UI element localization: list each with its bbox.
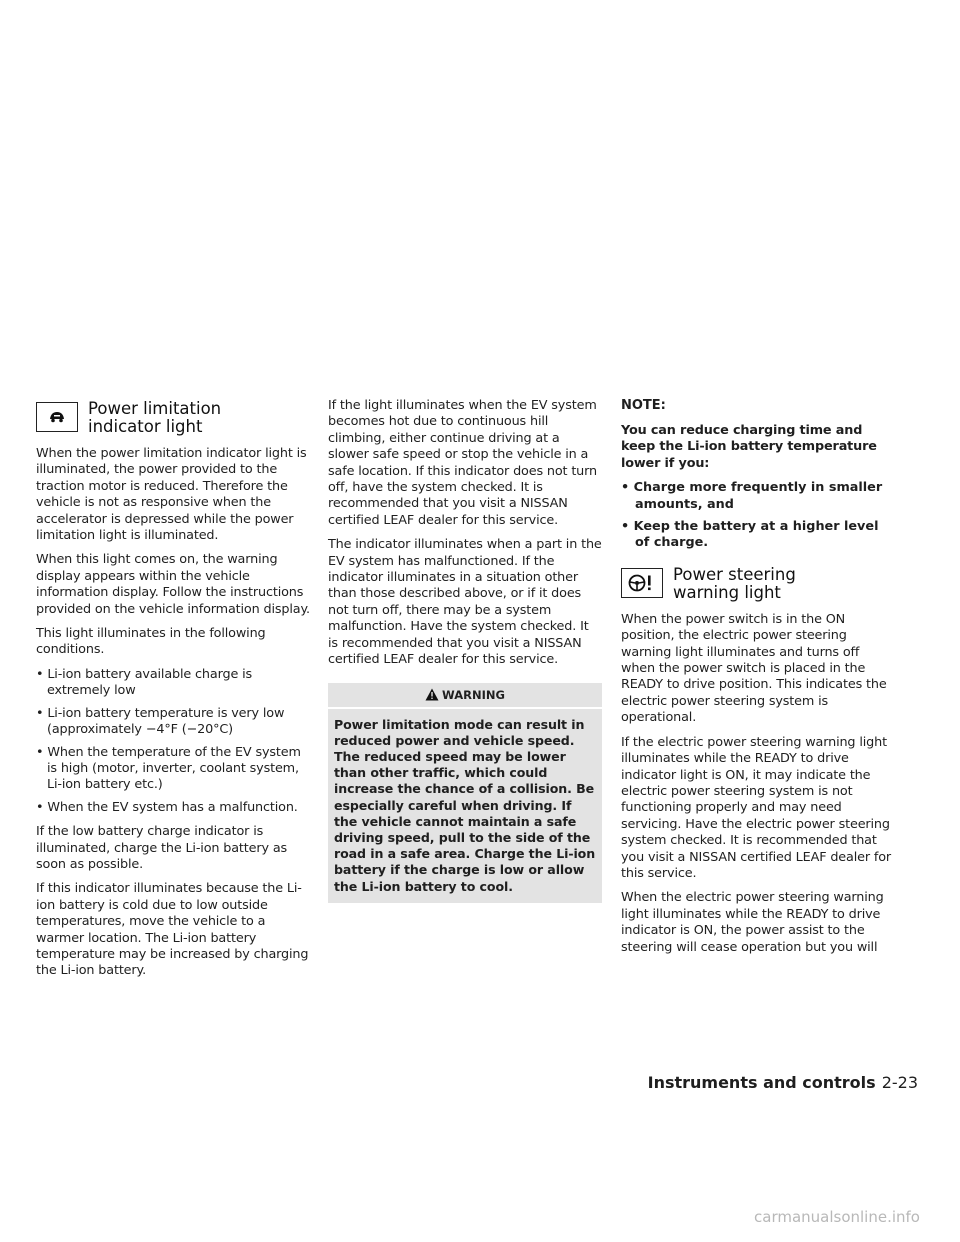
paragraph: If the low battery charge indicator is illuminated, charge the Li-ion battery as soon as possible.	[36, 824, 288, 872]
paragraph: When the power limitation indicator light is illuminated, the power provided to the traction motor is reduced. Therefore the vehicle is not as responsive when the accelerator is depressed while the power limitation light is illuminated.	[36, 446, 307, 544]
note-list	[621, 480, 895, 552]
paragraph: The indicator illuminates when a part in the EV system has malfunctioned. If the indicator illuminates in a situation other than those described above, or if it does not turn off, there may be a system malfunction. Have the system checked. It is recommended that you visit a NISSAN certified LEAF dealer for this service.	[328, 537, 602, 668]
note-title: NOTE:	[621, 398, 666, 413]
warning-box	[328, 683, 602, 903]
power-limitation-heading	[36, 400, 310, 436]
list-item: • When the temperature of the EV system is high (motor, inverter, coolant system, Li-ion battery etc.)	[36, 745, 310, 794]
paragraph: When the electric power steering warning light illuminates while the READY to drive indicator is ON, the power assist to the steering will cease operation but you will	[621, 890, 884, 955]
footer-section-title: Instruments and controls	[647, 1073, 876, 1092]
paragraph: If the light illuminates when the EV system becomes hot due to continuous hill climbing, either continue driving at a slower safe speed or stop the vehicle in a safe location. If this indicator does not turn off, have the system checked. It is recommended that you visit a NISSAN certified LEAF dealer for this service.	[328, 398, 597, 528]
steering-warning-icon	[621, 568, 663, 598]
power-steering-heading	[621, 566, 895, 602]
paragraph: If this indicator illuminates because the Li-ion battery is cold due to low outside temperatures, move the vehicle to a warmer location. The Li-ion battery temperature may be increased by charging the Li-ion battery.	[36, 881, 309, 979]
section-title: Power limitation indicator light	[88, 399, 222, 436]
note-body: You can reduce charging time and keep the Li-ion battery temperature lower if you:	[621, 423, 877, 471]
page-number: 2-23	[881, 1073, 918, 1092]
column-left	[36, 398, 310, 988]
warning-triangle-icon	[425, 688, 439, 701]
conditions-list	[36, 667, 310, 816]
list-item: • Keep the battery at a higher level of charge.	[621, 519, 895, 552]
list-item: • Charge more frequently in smaller amounts, and	[621, 480, 895, 513]
paragraph: When this light comes on, the warning display appears within the vehicle information display. Follow the instructions provided on the vehicle information display.	[36, 552, 310, 617]
watermark: carmanualsonline.info	[754, 1208, 920, 1226]
section-title: Power steering warning light	[673, 564, 796, 602]
list-item: • When the EV system has a malfunction.	[36, 800, 310, 816]
page-footer	[648, 1073, 918, 1092]
list-item: • Li-ion battery temperature is very low (approximately −4°F (−20°C)	[36, 706, 310, 739]
warning-label: WARNING	[442, 687, 505, 702]
turtle-car-icon	[36, 402, 78, 432]
paragraph: If the electric power steering warning light illuminates while the READY to drive indicator light is ON, it may indicate the electric power steering system is not functioning properly and may need servicing. Have the electric power steering system checked. It is recommended that you visit a NISSAN certified LEAF dealer for this service.	[621, 734, 892, 881]
column-right	[621, 398, 895, 964]
warning-header	[328, 683, 602, 709]
paragraph: When the power switch is in the ON position, the electric power steering warning light illuminates and turns off when the power switch is placed in the READY to drive position. This indicates the electric power steering system is operational.	[621, 611, 887, 726]
column-middle	[328, 398, 602, 903]
list-item: • Li-ion battery available charge is extremely low	[36, 667, 310, 700]
warning-text: Power limitation mode can result in reduced power and vehicle speed. The reduced speed may be lower than other traffic, which could increase the chance of a collision. Be especially careful when driving. If the vehicle cannot maintain a safe driving speed, pull to the side of the road in a safe area. Charge the Li-ion battery if the charge is low or allow the Li-ion battery to cool.	[334, 716, 596, 894]
paragraph: This light illuminates in the following conditions.	[36, 626, 266, 658]
